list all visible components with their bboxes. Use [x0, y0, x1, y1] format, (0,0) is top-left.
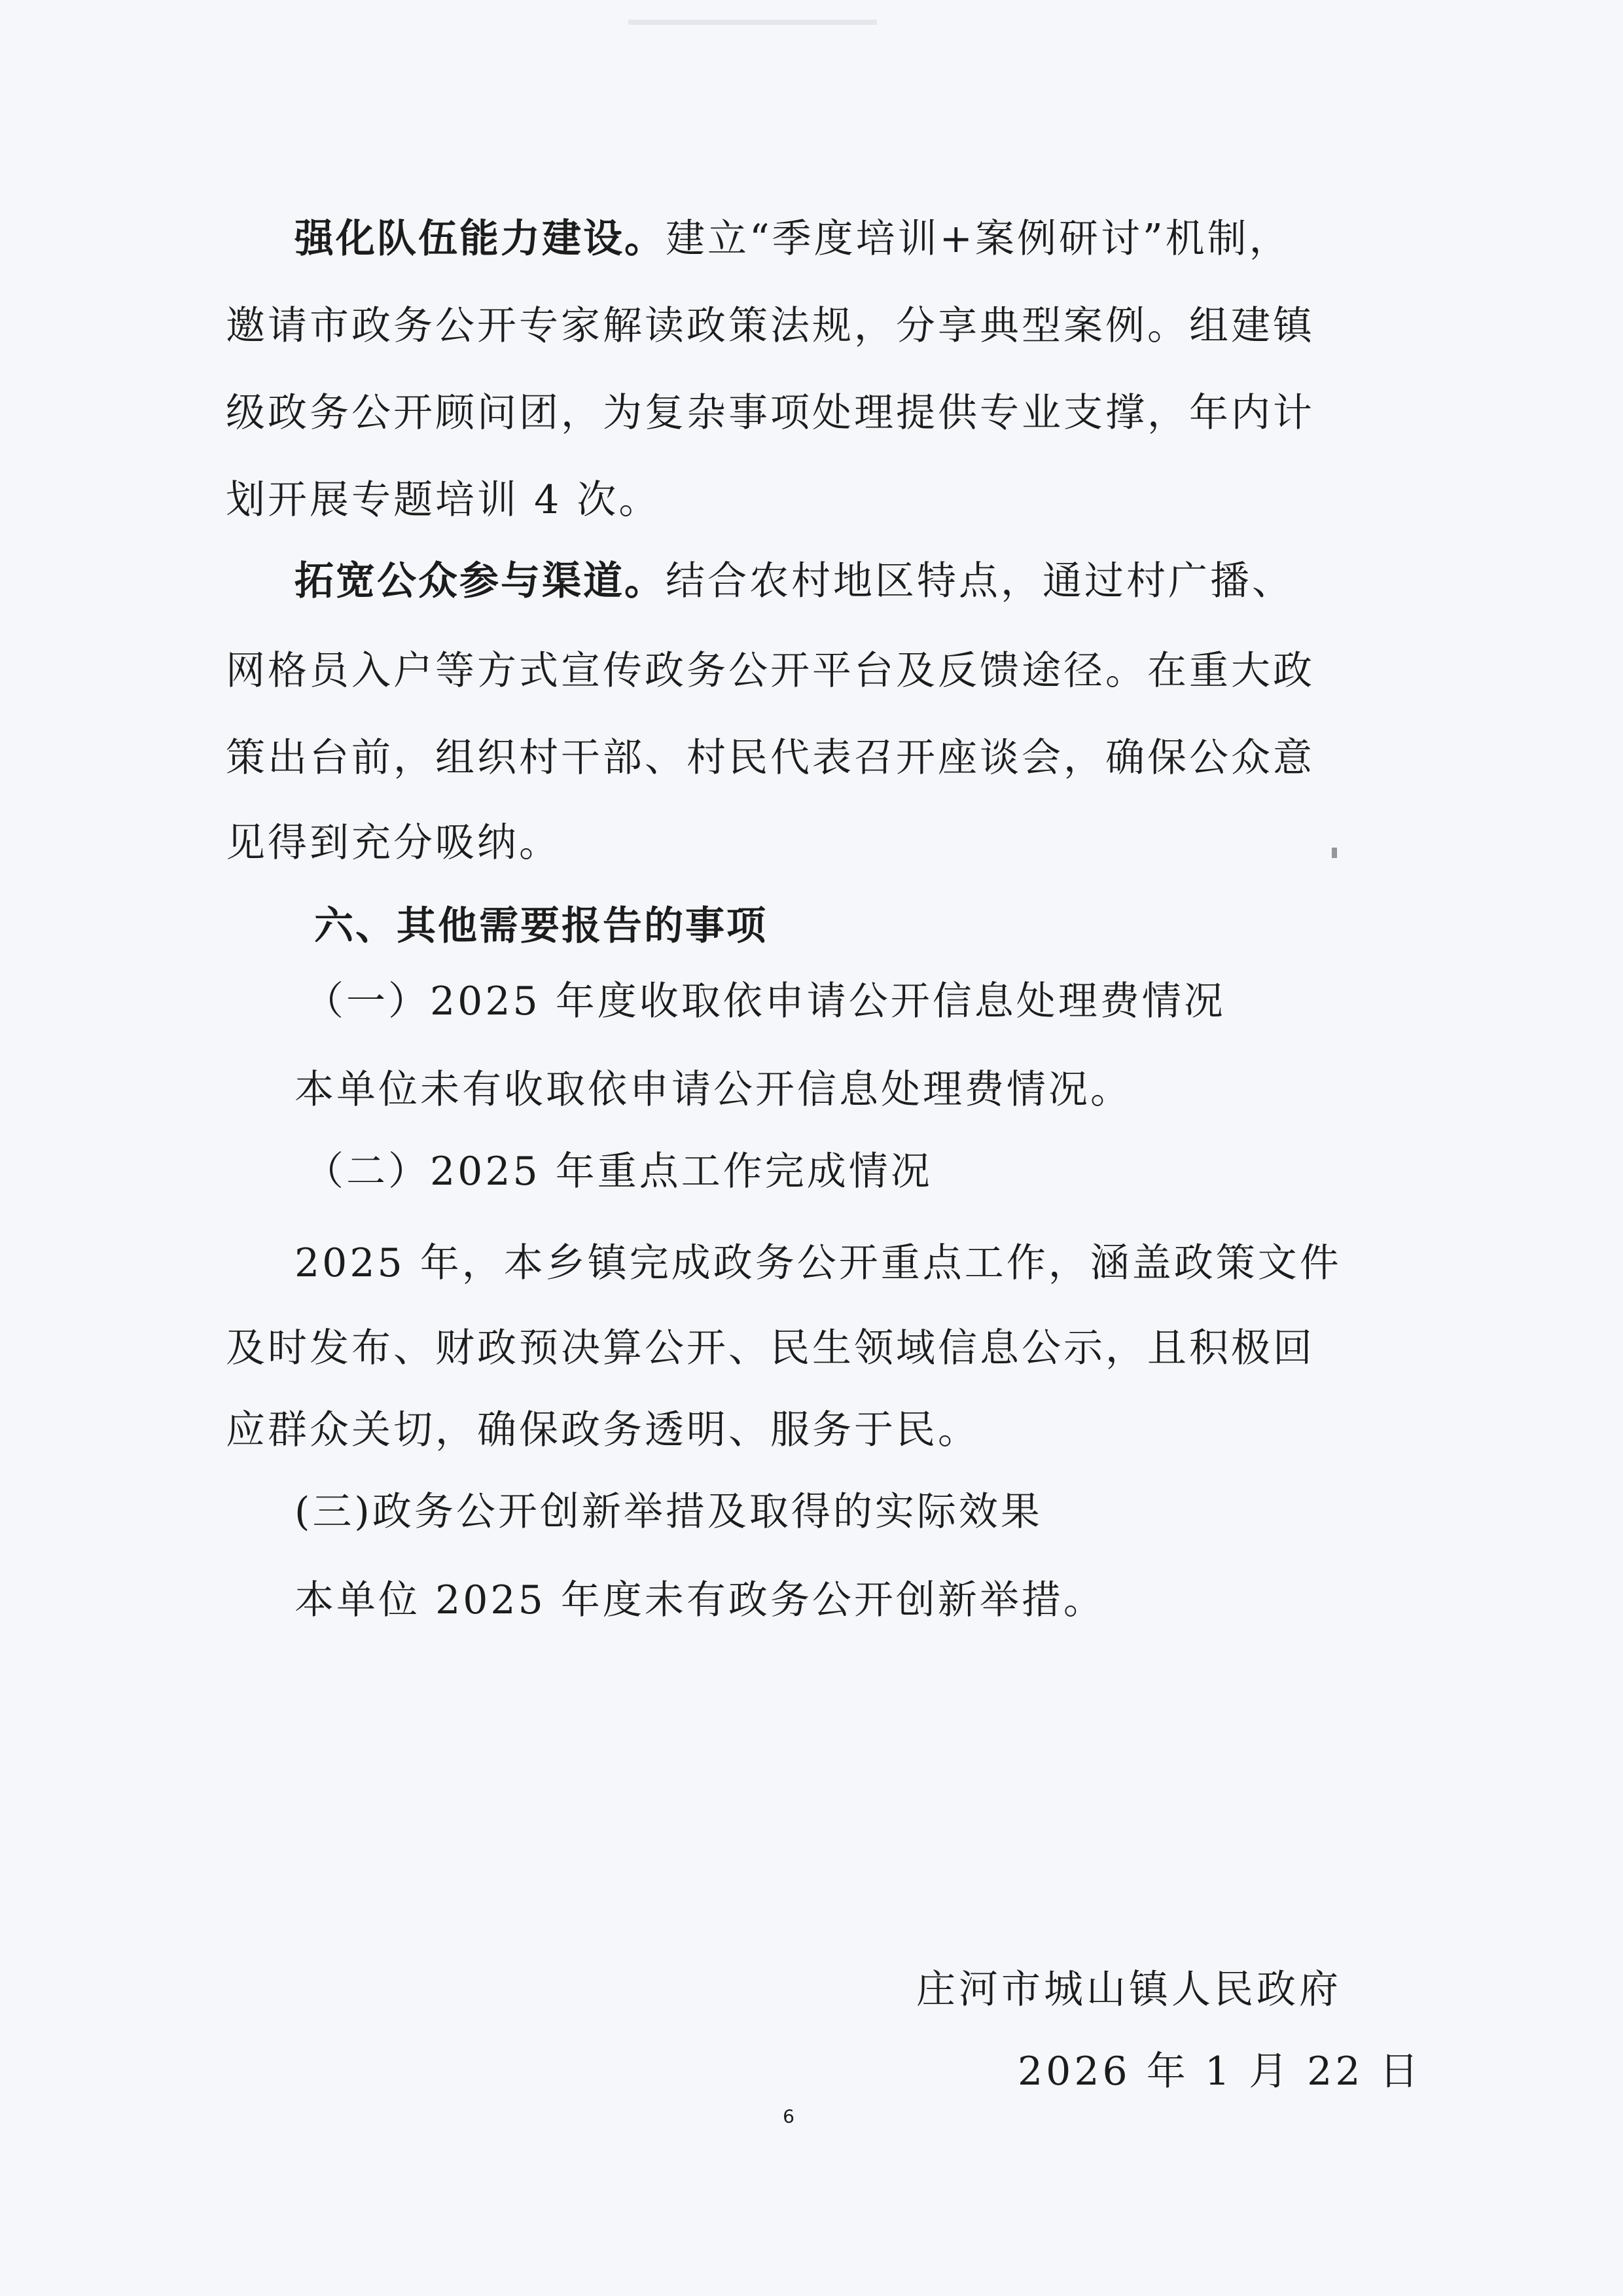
paragraph-line: 网格员入户等方式宣传政务公开平台及反馈途径。在重大政	[226, 648, 1315, 694]
paragraph-line: 邀请市政务公开专家解读政策法规，分享典型案例。组建镇	[226, 303, 1315, 349]
paragraph-lead: 拓宽公众参与渠道。	[294, 558, 666, 604]
paragraph-line: 策出台前，组织村干部、村民代表召开座谈会，确保公众意	[226, 735, 1315, 781]
subsection-title: (三)政务公开创新举措及取得的实际效果	[294, 1489, 1043, 1535]
paragraph-text: 结合农村地区特点，通过村广播、	[666, 558, 1294, 604]
scan-artifact	[1332, 848, 1337, 858]
page-number: 6	[783, 2106, 794, 2127]
subsection-body: 及时发布、财政预决算公开、民生领域信息公示，且积极回	[226, 1325, 1315, 1371]
paragraph-line: 划开展专题培训 4 次。	[226, 477, 661, 523]
subsection-body: 本单位 2025 年度未有政务公开创新举措。	[294, 1577, 1105, 1623]
paragraph-line	[294, 555, 1294, 607]
signature-org: 庄河市城山镇人民政府	[916, 1967, 1342, 2013]
subsection-body: 2025 年，本乡镇完成政务公开重点工作，涵盖政策文件	[294, 1240, 1342, 1286]
paragraph-text: 建立“季度培训+案例研讨”机制，	[666, 216, 1291, 262]
paragraph-line	[294, 213, 1291, 265]
subsection-body: 应群众关切，确保政务透明、服务于民。	[226, 1407, 980, 1453]
paragraph-line: 级政务公开顾问团，为复杂事项处理提供专业支撑，年内计	[226, 390, 1315, 436]
subsection-title: （二）2025 年重点工作完成情况	[304, 1149, 933, 1194]
paragraph-lead: 强化队伍能力建设。	[294, 216, 666, 262]
subsection-body: 本单位未有收取依申请公开信息处理费情况。	[294, 1067, 1132, 1113]
scan-artifact	[628, 20, 877, 25]
section-heading: 六、其他需要报告的事项	[314, 903, 768, 949]
subsection-title: （一）2025 年度收取依申请公开信息处理费情况	[304, 978, 1226, 1024]
paragraph-line: 见得到充分吸纳。	[226, 820, 561, 866]
signature-date: 2026 年 1 月 22 日	[1018, 2049, 1422, 2094]
